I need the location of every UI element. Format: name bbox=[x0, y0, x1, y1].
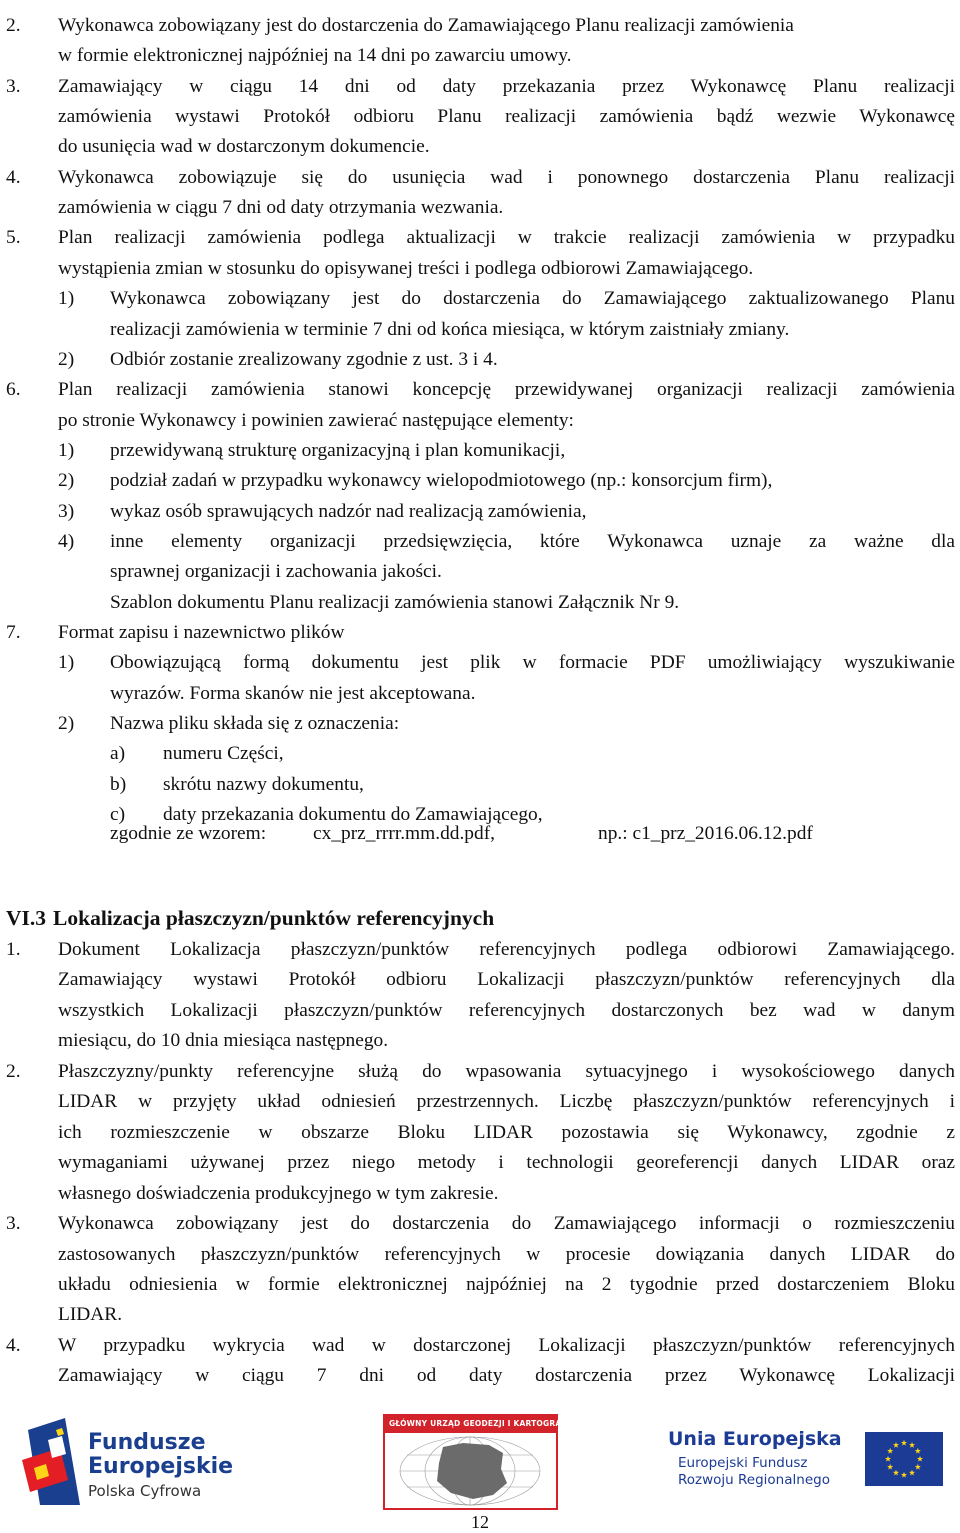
line-text: LIDAR. bbox=[58, 1304, 123, 1326]
line-text: Dokument Lokalizacja płaszczyzn/punktów referencyjnych podlega odbiorowi Zamawiającego. bbox=[58, 939, 955, 960]
line-text: zamówienia wystawi Protokół odbioru Planu realizacji zamówienia bądź wezwie Wykonawcę bbox=[58, 106, 955, 128]
list-number: 3) bbox=[58, 500, 75, 522]
line-text: Wykonawca zobowiązuje się do usunięcia wad i ponownego dostarczenia Planu realizacji bbox=[58, 166, 955, 188]
poland-map-icon bbox=[385, 1433, 556, 1508]
pattern-format: cx_prz_rrrr.mm.dd.pdf, bbox=[313, 823, 496, 844]
page-number: 12 bbox=[471, 1512, 489, 1532]
gugik-text: GŁÓWNY URZĄD GEODEZJI I KARTOGRAFII bbox=[389, 1419, 573, 1428]
list-number: 4. bbox=[6, 166, 21, 188]
line-text: własnego doświadczenia produkcyjnego w tym zakresie. bbox=[58, 1182, 499, 1204]
gugik-logo bbox=[383, 1414, 573, 1510]
list-number: 1. bbox=[6, 939, 21, 960]
line-text: w formie elektronicznej najpóźniej na 14 dni po zawarciu umowy. bbox=[58, 45, 572, 67]
list-number: 2. bbox=[6, 1060, 21, 1082]
line-text: Wykonawca zobowiązany jest do dostarczenia do Zamawiającego Planu realizacji zamówienia bbox=[58, 15, 794, 36]
line-text: Nazwa pliku składa się z oznaczenia: bbox=[110, 713, 400, 735]
line-text: ich rozmieszczenie w obszarze Bloku LIDAR pozostawia się Wykonawcy, zgodnie z bbox=[58, 1121, 955, 1143]
eu-line3: Rozwoju Regionalnego bbox=[678, 1472, 830, 1488]
line-text: wszystkich Lokalizacji płaszczyzn/punktów referencyjnych dostarczonych bez wad w danym bbox=[58, 999, 955, 1021]
line-text: Zamawiający w ciągu 14 dni od daty przekazania przez Wykonawcę Planu realizacji bbox=[58, 75, 955, 97]
line-text: inne elementy organizacji przedsięwzięcia, które Wykonawca uznaje za ważne dla bbox=[110, 530, 955, 552]
footer bbox=[0, 1400, 960, 1533]
line-text: miesiącu, do 10 dnia miesiąca następnego. bbox=[58, 1030, 389, 1052]
list-number: 1) bbox=[58, 439, 75, 461]
line-text: do usunięcia wad w dostarczonym dokumencie. bbox=[58, 136, 430, 158]
line-text: po stronie Wykonawcy i powinien zawierać następujące elementy: bbox=[58, 409, 574, 431]
section-heading bbox=[6, 901, 501, 935]
line-text: wykaz osób sprawujących nadzór nad realizacją zamówienia, bbox=[110, 500, 587, 522]
line-text: wyrazów. Forma skanów nie jest akceptowana. bbox=[110, 682, 476, 704]
line-text: układu odniesienia w formie elektronicznej najpóźniej na 2 tygodnie przed dostarczeniem Bloku bbox=[58, 1273, 955, 1295]
line-text: daty przekazania dokumentu do Zamawiającego, bbox=[163, 804, 543, 826]
eu-line2: Europejski Fundusz bbox=[678, 1455, 808, 1471]
list-number: 4. bbox=[6, 1334, 21, 1356]
line-text: wystąpienia zmian w stosunku do opisywanej treści i podlega odbiorowi Zamawiającego. bbox=[58, 257, 754, 279]
line-text: Wykonawca zobowiązany jest do dostarczenia do Zamawiającego zaktualizowanego Planu bbox=[110, 288, 955, 310]
line-text: LIDAR w przyjęty układ odniesień przestrzennych. Liczbę płaszczyzn/punktów referencyjnych i bbox=[58, 1091, 955, 1113]
line-text: podział zadań w przypadku wykonawcy wielopodmiotowego (np.: konsorcjum firm), bbox=[110, 470, 773, 492]
line-text: W przypadku wykrycia wad w dostarczonej Lokalizacji płaszczyzn/punktów referencyjnych bbox=[58, 1334, 955, 1356]
line-text: Szablon dokumentu Planu realizacji zamówienia stanowi Załącznik Nr 9. bbox=[110, 591, 680, 613]
line-text: realizacji zamówienia w terminie 7 dni od końca miesiąca, w którym zaistniały zmiany. bbox=[110, 318, 790, 340]
list-number: c) bbox=[110, 804, 126, 826]
line-text: Obowiązującą formą dokumentu jest plik w formacie PDF umożliwiający wyszukiwanie bbox=[110, 652, 955, 674]
fe-flag-icon bbox=[20, 1410, 90, 1510]
list-number: 3. bbox=[6, 1213, 21, 1235]
section-number: VI.3 bbox=[6, 906, 47, 930]
list-number: 2) bbox=[58, 348, 75, 370]
line-text: wymaganiami używanej przez niego metody i technologii georeferencji danych LIDAR oraz bbox=[58, 1152, 955, 1174]
line-text: przewidywaną strukturę organizacyjną i plan komunikacji, bbox=[110, 439, 566, 461]
line-text: Plan realizacji zamówienia podlega aktualizacji w trakcie realizacji zamówienia w przypadku bbox=[58, 227, 955, 249]
line-text: Zamawiający wystawi Protokół odbioru Lokalizacji płaszczyzn/punktów referencyjnych dla bbox=[58, 969, 955, 991]
fe-line3: Polska Cyfrowa bbox=[88, 1482, 202, 1500]
line-text: Format zapisu i nazewnictwo plików bbox=[58, 622, 345, 643]
list-number: 2) bbox=[58, 470, 75, 492]
list-number: b) bbox=[110, 773, 127, 795]
line-text: Odbiór zostanie zrealizowany zgodnie z ust. 3 i 4. bbox=[110, 348, 498, 370]
eu-flag-icon bbox=[865, 1432, 943, 1486]
list-number: 3. bbox=[6, 75, 21, 97]
list-number: 2. bbox=[6, 15, 21, 36]
pattern-label: zgodnie ze wzorem: bbox=[110, 823, 267, 844]
section-title: Lokalizacja płaszczyzn/punktów referencyjnych bbox=[53, 906, 495, 930]
list-number: 5. bbox=[6, 227, 21, 249]
list-number: 1) bbox=[58, 288, 75, 310]
pattern-example: np.: c1_prz_2016.06.12.pdf bbox=[598, 823, 813, 844]
line-text: Wykonawca zobowiązany jest do dostarczenia do Zamawiającego informacji o rozmieszczeniu bbox=[58, 1213, 955, 1235]
list-number: 6. bbox=[6, 379, 21, 401]
line-text: numeru Części, bbox=[163, 743, 284, 765]
line-text: Płaszczyzny/punkty referencyjne służą do wpasowania sytuacyjnego i wysokościowego danych bbox=[58, 1060, 955, 1082]
list-number: 2) bbox=[58, 713, 75, 735]
line-text: Zamawiający w ciągu 7 dni od daty dostarczenia przez Wykonawcę Lokalizacji bbox=[58, 1365, 955, 1387]
line-text: zamówienia w ciągu 7 dni od daty otrzymania wezwania. bbox=[58, 197, 504, 219]
list-number: 7. bbox=[6, 622, 21, 643]
line-text: skrótu nazwy dokumentu, bbox=[163, 773, 364, 795]
fe-line1: Fundusze bbox=[88, 1430, 206, 1455]
line-text: Plan realizacji zamówienia stanowi koncepcję przewidywanej organizacji realizacji zamówienia bbox=[58, 379, 955, 401]
fe-line2: Europejskie bbox=[88, 1454, 234, 1479]
list-number: 4) bbox=[58, 530, 75, 552]
line-text: sprawnej organizacji i zachowania jakości. bbox=[110, 561, 442, 583]
list-number: 1) bbox=[58, 652, 75, 674]
line-text: zastosowanych płaszczyzn/punktów referencyjnych w procesie dowiązania danych LIDAR do bbox=[58, 1243, 955, 1265]
eu-line1: Unia Europejska bbox=[668, 1428, 842, 1450]
fundusze-europejskie-logo bbox=[20, 1410, 240, 1510]
unia-europejska-logo bbox=[668, 1428, 943, 1498]
list-number: a) bbox=[110, 743, 126, 765]
